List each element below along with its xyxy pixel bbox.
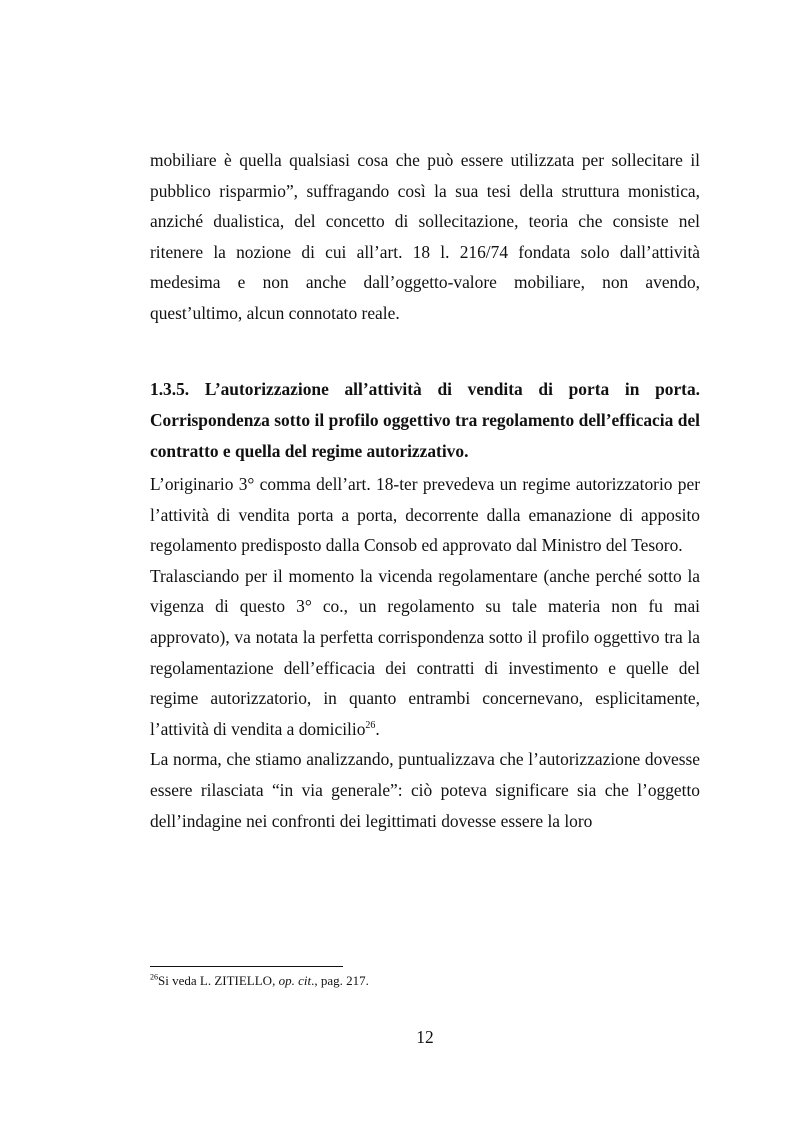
body-paragraph-4: La norma, che stiamo analizzando, puntualizzava che l’autorizzazione dovesse essere rilasciata “in via generale”: ciò poteva significare sia che l’oggetto dell’indagine nei confronti dei legittimati dovesse essere la loro <box>150 749 700 831</box>
footnote-reference[interactable]: 26 <box>365 719 376 731</box>
footnote-italic: op. cit <box>278 973 312 988</box>
body-paragraph-1 <box>150 145 700 329</box>
document-page <box>150 0 700 1123</box>
paragraph-3-end: . <box>375 718 380 739</box>
footnote-text-after: ., pag. 217. <box>311 973 369 988</box>
page-number: 12 <box>416 1027 434 1047</box>
paragraph-3-text: Tralasciando per il momento la vicenda regolamentare (anche perché sotto la vigenza di questo 3° co., un regolamento su tale materia non fu mai approvato), va notata la perfetta corrispondenza sotto il profilo oggettivo tra la regolamentazione dell’efficacia dei contratti di investimento e quelle del regime autorizzatorio, in quanto entrambi concernevano, esplicitamente, l’attività di vendita a domicilio <box>150 565 700 739</box>
body-text-block <box>150 469 700 836</box>
body-paragraph-2: L’originario 3° comma dell’art. 18-ter prevedeva un regime autorizzatorio per l’attività di vendita porta a porta, decorrente dalla emanazione di apposito regolamento predisposto dalla Consob ed approvato dal Ministro del Tesoro. <box>150 474 700 556</box>
section-heading: 1.3.5. L’autorizzazione all’attività di vendita di porta in porta. Corrispondenza sotto il profilo oggettivo tra regolamento dell’efficacia del contratto e quella del regime autorizzativo. <box>150 379 700 462</box>
body-paragraph-3 <box>150 561 700 745</box>
footnote-text-before: Si veda L. ZITIELLO, <box>158 973 279 988</box>
footnote-number: 26 <box>150 972 158 982</box>
footnote <box>150 972 700 990</box>
footnote-divider <box>150 966 343 967</box>
paragraph-text: mobiliare è quella qualsiasi cosa che può essere utilizzata per sollecitare il pubblico risparmio”, suffragando così la sua tesi della struttura monistica, anziché dualistica, del concetto di sollecitazione, teoria che consiste nel ritenere la nozione di cui all’art. 18 l. 216/74 fondata solo dall’attività medesima e non anche dall’oggetto-valore mobiliare, non avendo, quest’ultimo, alcun connotato reale. <box>150 150 700 323</box>
